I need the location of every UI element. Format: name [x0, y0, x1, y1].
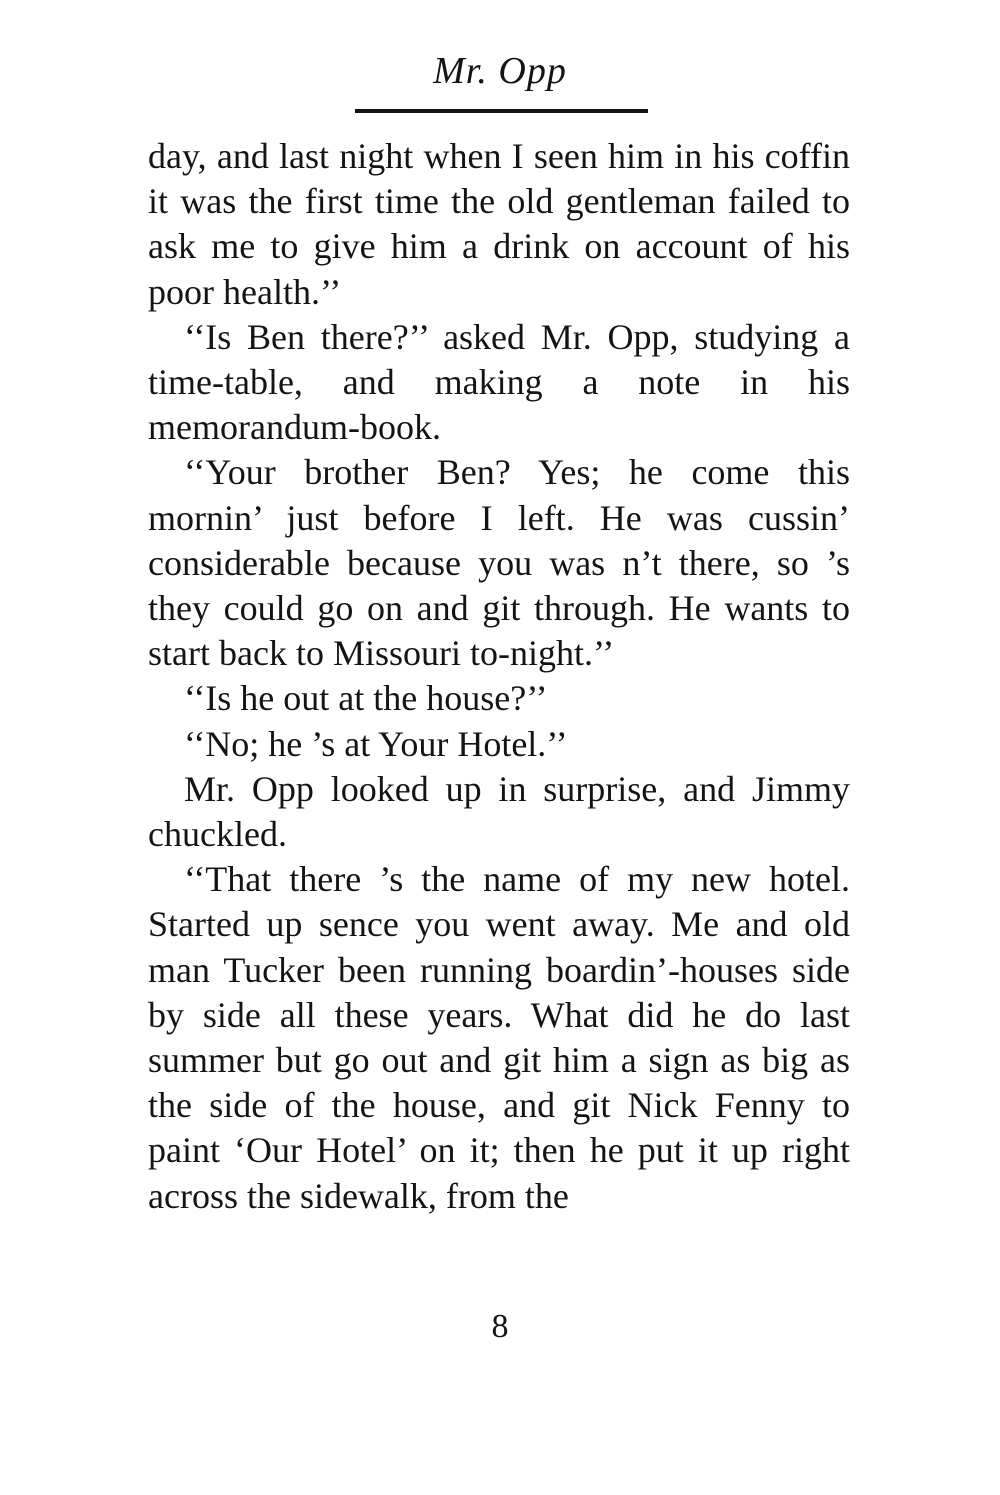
paragraph: Mr. Opp looked up in surprise, and Jimmy chuckled.	[148, 768, 850, 855]
paragraph: ‘‘Your brother Ben? Yes; he come this mornin’ just before I left. He was cussin’ considerable because you was n’t there, so ’s they could go on and git through. He wants to start back to Missouri to-night.’’	[148, 452, 850, 674]
paragraph: ‘‘No; he ’s at Your Hotel.’’	[184, 723, 568, 764]
paragraph: ‘‘Is he out at the house?’’	[184, 678, 548, 719]
paragraph-continued: day, and last night when I seen him in his coffin it was the first time the old gentleman failed to ask me to give him a drink on account of his poor health.’’	[148, 136, 850, 312]
running-head: Mr. Opp	[433, 50, 567, 92]
paragraph: ‘‘That there ’s the name of my new hotel. Started up sence you went away. Me and old man Tucker been running boardin’-houses side by side all these years. What did he do last summer but go out and git him a sign as big as the side of the house, and git Nick Fenny to paint ‘Our Hotel’ on it; then he put it up right across the sidewalk, from the	[148, 859, 850, 1216]
page-number: 8	[491, 1308, 509, 1345]
paragraph: ‘‘Is Ben there?’’ asked Mr. Opp, studying a time-table, and making a note in his memorandum-book.	[148, 316, 850, 448]
header-rule	[355, 109, 648, 113]
body-text	[148, 134, 850, 1219]
